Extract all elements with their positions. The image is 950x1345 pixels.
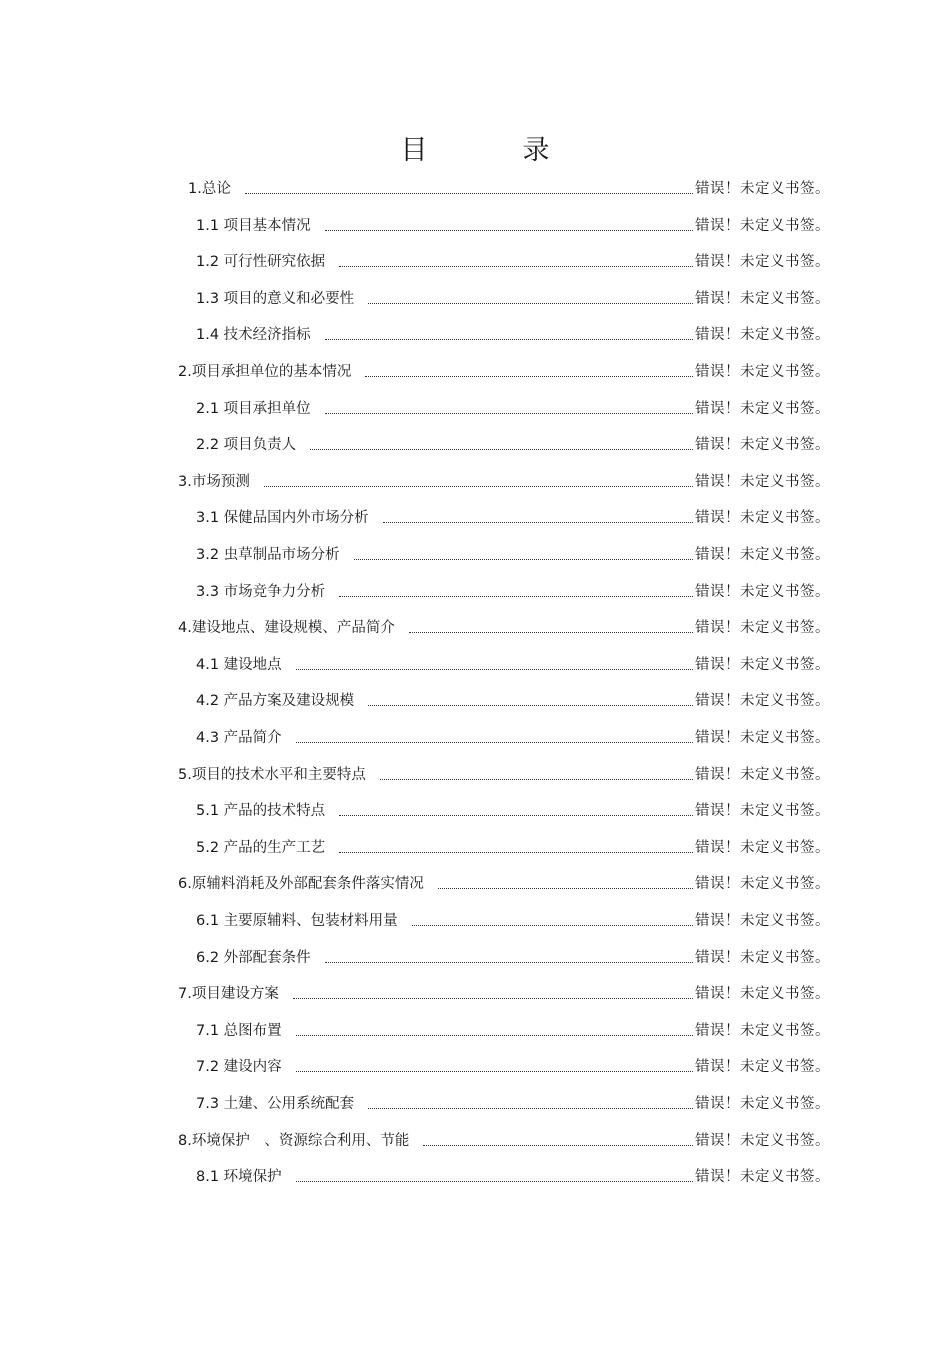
toc-entry-page-ref: 错误！未定义书签。 bbox=[695, 913, 830, 929]
toc-entry-label: 4.1 建设地点 bbox=[196, 656, 282, 673]
toc-dot-leader bbox=[245, 192, 693, 194]
toc-entry-page-ref: 错误！未定义书签。 bbox=[695, 986, 830, 1003]
toc-entry[interactable] bbox=[0, 907, 830, 931]
toc-entry-page-ref: 错误！未定义书签。 bbox=[695, 1059, 830, 1076]
toc-entry[interactable] bbox=[0, 578, 830, 602]
toc-entry-label: 2.项目承担单位的基本情况 bbox=[178, 364, 352, 380]
toc-dot-leader bbox=[296, 1180, 693, 1182]
toc-dot-leader bbox=[296, 668, 693, 670]
toc-dot-leader bbox=[310, 448, 693, 450]
toc-entry-page-ref: 错误！未定义书签。 bbox=[695, 766, 830, 783]
toc-entry[interactable] bbox=[0, 980, 830, 1004]
toc-dot-leader bbox=[423, 1144, 693, 1146]
toc-entry-page-ref: 错误！未定义书签。 bbox=[695, 217, 830, 234]
toc-dot-leader bbox=[368, 704, 693, 706]
toc-entry[interactable] bbox=[0, 504, 830, 528]
toc-entry-page-ref: 错误！未定义书签。 bbox=[695, 547, 830, 563]
toc-dot-leader bbox=[325, 229, 693, 231]
toc-entry-label: 5.1 产品的技术特点 bbox=[196, 803, 326, 820]
toc-entry-page-ref: 错误！未定义书签。 bbox=[695, 254, 830, 271]
toc-entry[interactable] bbox=[0, 285, 830, 309]
toc-entry-page-ref: 错误！未定义书签。 bbox=[695, 583, 830, 600]
toc-entry[interactable] bbox=[0, 468, 830, 492]
toc-dot-leader bbox=[409, 631, 693, 633]
toc-entry[interactable] bbox=[0, 541, 830, 565]
toc-entry[interactable] bbox=[0, 1163, 830, 1187]
toc-dot-leader bbox=[339, 595, 693, 597]
toc-entry[interactable] bbox=[0, 212, 830, 236]
toc-entry-page-ref: 错误！未定义书签。 bbox=[695, 693, 830, 710]
toc-entry[interactable] bbox=[0, 944, 830, 968]
toc-entry-label: 2.2 项目负责人 bbox=[196, 437, 297, 454]
toc-entry-label: 2.1 项目承担单位 bbox=[196, 400, 311, 417]
toc-entry[interactable] bbox=[0, 1017, 830, 1041]
toc-dot-leader bbox=[339, 265, 693, 267]
toc-dot-leader bbox=[354, 558, 693, 560]
toc-entry[interactable] bbox=[0, 870, 830, 894]
toc-entry-page-ref: 错误！未定义书签。 bbox=[695, 1132, 830, 1149]
toc-entry-label: 8.环境保护 、资源综合利用、节能 bbox=[178, 1132, 410, 1149]
toc-dot-leader bbox=[368, 302, 693, 304]
toc-entry[interactable] bbox=[0, 651, 830, 675]
toc-dot-leader bbox=[380, 778, 693, 780]
toc-dot-leader bbox=[325, 961, 693, 963]
toc-dot-leader bbox=[339, 851, 693, 853]
toc-dot-leader bbox=[412, 924, 693, 926]
toc-dot-leader bbox=[296, 741, 693, 743]
toc-entry-label: 3.3 市场竞争力分析 bbox=[196, 583, 326, 600]
toc-entry-page-ref: 错误！未定义书签。 bbox=[695, 949, 830, 966]
toc-entry-page-ref: 错误！未定义书签。 bbox=[695, 1022, 830, 1039]
toc-entry-label: 7.项目建设方案 bbox=[178, 986, 279, 1003]
toc-entry[interactable] bbox=[0, 614, 830, 638]
toc-entry-label: 5.项目的技术水平和主要特点 bbox=[178, 766, 366, 783]
toc-entry-label: 7.1 总图布置 bbox=[196, 1022, 282, 1039]
toc-entry-label: 5.2 产品的生产工艺 bbox=[196, 839, 326, 856]
toc-dot-leader bbox=[339, 814, 693, 816]
toc-entry-page-ref: 错误！未定义书签。 bbox=[695, 181, 830, 197]
toc-entry-label: 7.3 土建、公用系统配套 bbox=[196, 1096, 355, 1112]
toc-entry-page-ref: 错误！未定义书签。 bbox=[695, 803, 830, 820]
toc-entry-page-ref: 错误！未定义书签。 bbox=[695, 656, 830, 673]
toc-entry[interactable] bbox=[0, 687, 830, 711]
toc-entry[interactable] bbox=[0, 1053, 830, 1077]
toc-entry-page-ref: 错误！未定义书签。 bbox=[695, 876, 830, 893]
toc-entry-label: 3.1 保健品国内外市场分析 bbox=[196, 510, 369, 527]
toc-entry-page-ref: 错误！未定义书签。 bbox=[695, 839, 830, 856]
toc-dot-leader bbox=[365, 375, 693, 377]
toc-entry[interactable] bbox=[0, 724, 830, 748]
toc-dot-leader bbox=[438, 887, 693, 889]
toc-entry-label: 4.建设地点、建设规模、产品简介 bbox=[178, 620, 395, 637]
toc-entry-label: 1.1 项目基本情况 bbox=[196, 217, 311, 234]
toc-entry-page-ref: 错误！未定义书签。 bbox=[695, 290, 830, 307]
toc-entry-label: 6.原辅料消耗及外部配套条件落实情况 bbox=[178, 876, 424, 893]
toc-entry-label: 4.3 产品简介 bbox=[196, 730, 282, 746]
toc-entry-page-ref: 错误！未定义书签。 bbox=[695, 1169, 830, 1186]
toc-title: 目 录 bbox=[400, 135, 584, 166]
toc-entry-page-ref: 错误！未定义书签。 bbox=[695, 327, 830, 344]
toc-dot-leader bbox=[325, 338, 693, 340]
toc-entry[interactable] bbox=[0, 834, 830, 858]
toc-dot-leader bbox=[368, 1107, 693, 1109]
toc-entry[interactable] bbox=[0, 358, 830, 382]
toc-entry-label: 8.1 环境保护 bbox=[196, 1169, 282, 1186]
toc-entry-label: 1.4 技术经济指标 bbox=[196, 327, 311, 344]
toc-entry-label: 7.2 建设内容 bbox=[196, 1059, 282, 1076]
toc-entry-page-ref: 错误！未定义书签。 bbox=[695, 510, 830, 527]
toc-entry-label: 6.2 外部配套条件 bbox=[196, 949, 311, 966]
toc-entry[interactable] bbox=[0, 175, 830, 199]
toc-entry[interactable] bbox=[0, 797, 830, 821]
toc-entry-page-ref: 错误！未定义书签。 bbox=[695, 400, 830, 417]
toc-entry[interactable] bbox=[0, 248, 830, 272]
toc-entry-label: 4.2 产品方案及建设规模 bbox=[196, 693, 355, 710]
toc-entry[interactable] bbox=[0, 1127, 830, 1151]
toc-entry-page-ref: 错误！未定义书签。 bbox=[695, 437, 830, 454]
toc-entry-label: 3.2 虫草制品市场分析 bbox=[196, 547, 340, 563]
toc-dot-leader bbox=[325, 412, 693, 414]
toc-entry[interactable] bbox=[0, 321, 830, 345]
toc-entry[interactable] bbox=[0, 395, 830, 419]
toc-dot-leader bbox=[296, 1070, 693, 1072]
toc-entry-page-ref: 错误！未定义书签。 bbox=[695, 473, 830, 490]
toc-dot-leader bbox=[383, 521, 693, 523]
toc-entry-page-ref: 错误！未定义书签。 bbox=[695, 1096, 830, 1112]
toc-dot-leader bbox=[293, 997, 693, 999]
toc-entry[interactable] bbox=[0, 761, 830, 785]
toc-entry-page-ref: 错误！未定义书签。 bbox=[695, 620, 830, 637]
toc-dot-leader bbox=[264, 485, 693, 487]
toc-entry-label: 1.2 可行性研究依据 bbox=[196, 254, 326, 271]
toc-entry-label: 6.1 主要原辅料、包装材料用量 bbox=[196, 913, 398, 929]
toc-entry-page-ref: 错误！未定义书签。 bbox=[695, 730, 830, 746]
toc-dot-leader bbox=[296, 1034, 693, 1036]
toc-entry-page-ref: 错误！未定义书签。 bbox=[695, 364, 830, 380]
toc-entry-label: 1.总论 bbox=[188, 181, 231, 197]
toc-entry[interactable] bbox=[0, 431, 830, 455]
toc-entry-label: 1.3 项目的意义和必要性 bbox=[196, 290, 355, 307]
toc-entry[interactable] bbox=[0, 1090, 830, 1114]
toc-entry-label: 3.市场预测 bbox=[178, 473, 250, 490]
